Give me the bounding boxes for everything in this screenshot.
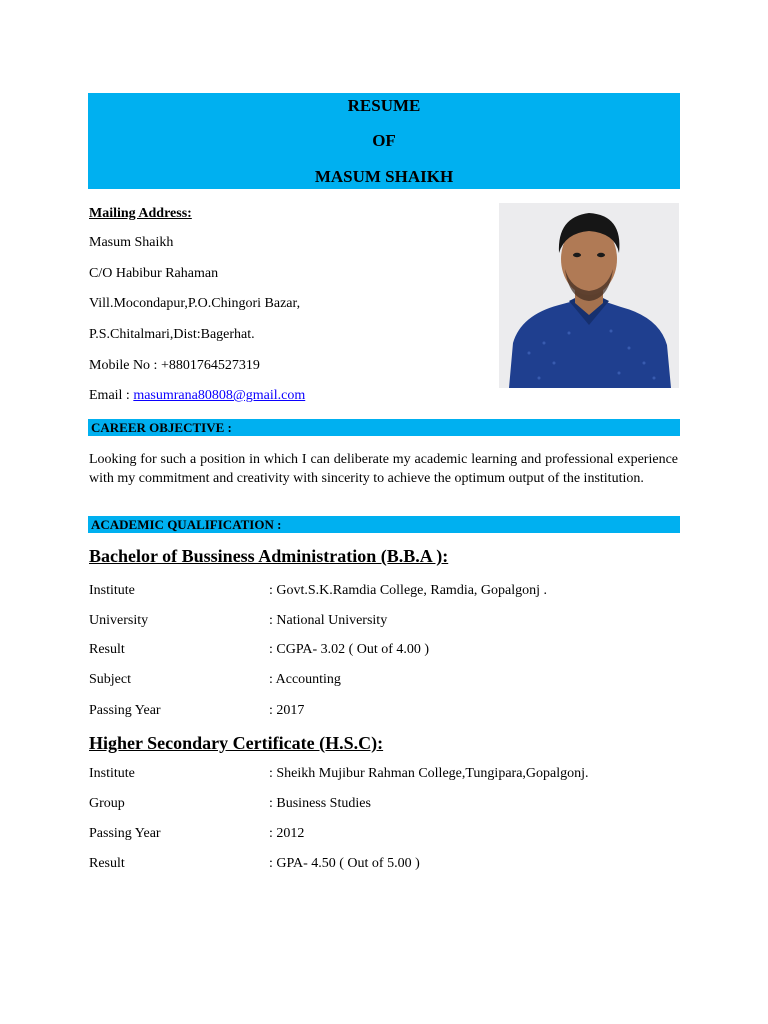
bba-label: Subject (89, 672, 131, 687)
bba-label: University (89, 613, 149, 628)
academic-qualification-heading: ACADEMIC QUALIFICATION : (88, 516, 680, 533)
bba-title: Bachelor of Bussiness Administration (B.B.A ): (89, 546, 449, 566)
mailing-village: Vill.Mocondapur,P.O.Chingori Bazar, (89, 296, 301, 311)
bba-label: Institute (89, 583, 135, 598)
header-name: MASUM SHAIKH (314, 167, 454, 186)
mailing-address-heading: Mailing Address: (89, 206, 192, 221)
hsc-value: : 2012 (269, 826, 305, 841)
hsc-value: : Business Studies (269, 796, 371, 811)
email-link[interactable]: masumrana80808@gmail.com (133, 388, 306, 403)
mailing-station: P.S.Chitalmari,Dist:Bagerhat. (89, 327, 255, 342)
hsc-title: Higher Secondary Certificate (H.S.C): (89, 733, 384, 753)
hsc-label: Passing Year (89, 826, 161, 841)
profile-photo (499, 203, 679, 388)
header-banner (88, 93, 680, 189)
bba-value: : Accounting (269, 672, 341, 687)
career-objective-heading: CAREER OBJECTIVE : (88, 419, 680, 436)
bba-label: Result (89, 642, 125, 657)
email-label: Email : (89, 388, 134, 403)
header-of: OF (372, 131, 396, 150)
hsc-label: Group (89, 796, 125, 811)
profile-photo-icon (499, 203, 679, 388)
mailing-mobile: Mobile No : +8801764527319 (89, 358, 260, 373)
header-title: RESUME (347, 96, 421, 115)
mailing-care-of: C/O Habibur Rahaman (89, 266, 219, 281)
career-objective-text: Looking for such a position in which I can deliberate my academic learning and professional experience with my commitment and creativity with sincerity to achieve the optimum output of the institution. (89, 452, 678, 486)
hsc-value: : Sheikh Mujibur Rahman College,Tungipara,Gopalgonj. (269, 766, 589, 781)
hsc-label: Result (89, 856, 125, 871)
bba-label: Passing Year (89, 703, 161, 718)
bba-value: : 2017 (269, 703, 305, 718)
hsc-value: : GPA- 4.50 ( Out of 5.00 ) (269, 856, 420, 871)
mailing-email-line (89, 388, 305, 404)
bba-value: : National University (269, 613, 388, 628)
bba-value: : Govt.S.K.Ramdia College, Ramdia, Gopalgonj . (269, 583, 548, 598)
bba-value: : CGPA- 3.02 ( Out of 4.00 ) (269, 642, 430, 657)
mailing-name: Masum Shaikh (89, 235, 174, 250)
hsc-label: Institute (89, 766, 135, 781)
